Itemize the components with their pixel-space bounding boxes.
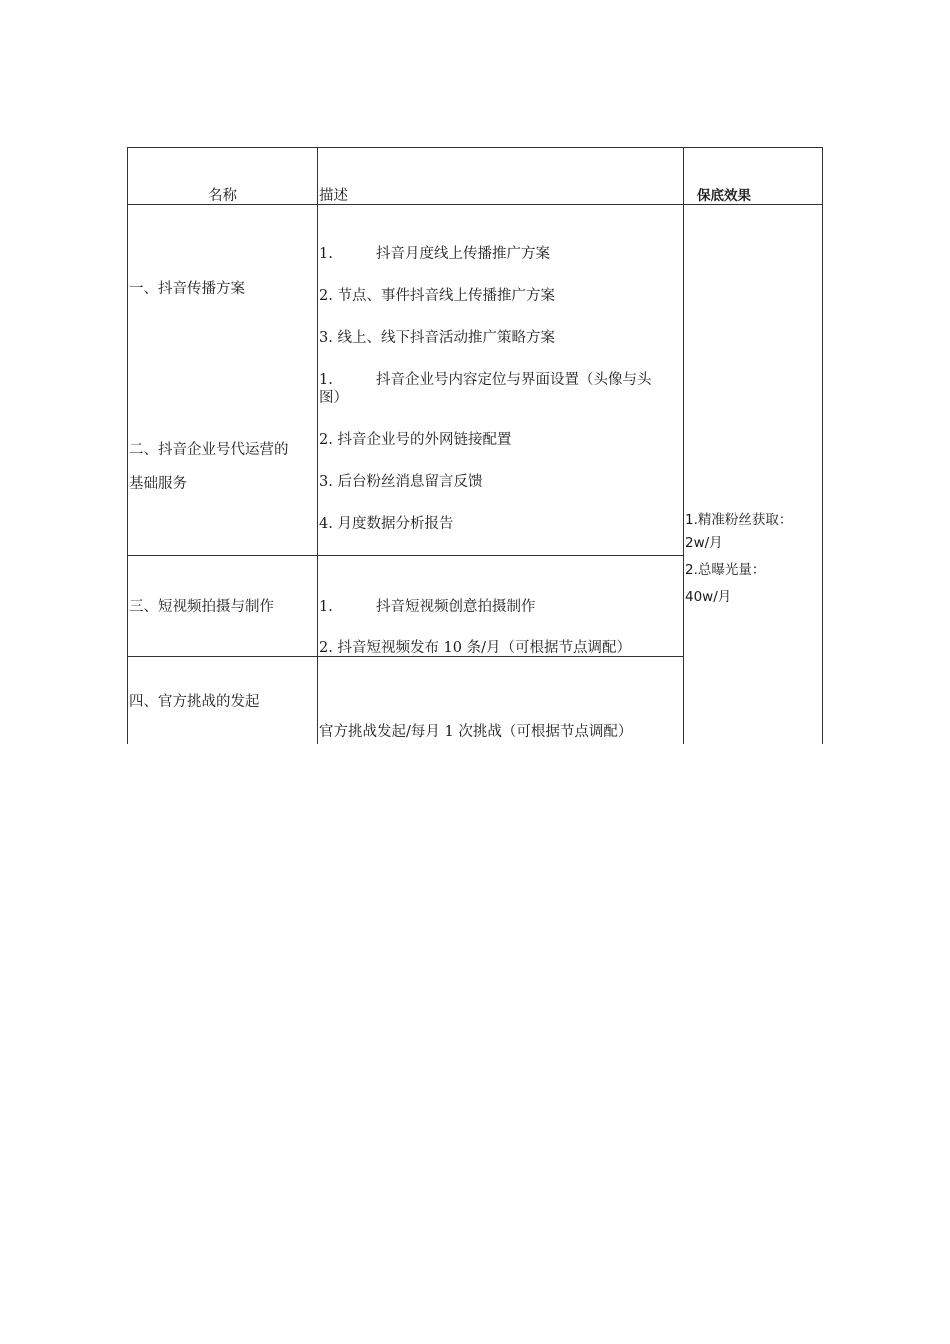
guarantee-line-3: 2.总曝光量： xyxy=(685,562,766,578)
table-left-border xyxy=(127,147,128,744)
row1-item1 xyxy=(319,245,550,263)
row1-item2: 2. 节点、事件抖音线上传播推广方案 xyxy=(319,288,555,304)
header-description: 描述 xyxy=(319,188,348,204)
row1-item3: 3. 线上、线下抖音活动推广策略方案 xyxy=(319,330,555,346)
column-divider-2 xyxy=(683,147,684,744)
row2-item2: 2. 抖音企业号的外网链接配置 xyxy=(319,432,512,448)
guarantee-line-1: 1.精准粉丝获取： xyxy=(685,512,793,528)
table-top-border xyxy=(127,147,822,148)
row3-item1-num: 1. xyxy=(319,599,333,615)
row2-item1-cont: 图） xyxy=(319,390,348,406)
row1-item1-num: 1. xyxy=(319,246,333,262)
row2-item4: 4. 月度数据分析报告 xyxy=(319,516,454,532)
row2-item1 xyxy=(319,371,652,389)
row2-item1-num: 1. xyxy=(319,372,333,388)
row3-item1 xyxy=(319,598,536,616)
table-right-border xyxy=(822,147,823,744)
row1-name: 一、抖音传播方案 xyxy=(129,281,245,297)
row2-name-line2: 基础服务 xyxy=(129,476,187,492)
row4-item1: 官方挑战发起/每月 1 次挑战（可根据节点调配） xyxy=(319,724,633,740)
row2-bottom-border xyxy=(127,555,683,556)
row2-item3: 3. 后台粉丝消息留言反馈 xyxy=(319,474,483,490)
row2-name-line1: 二、抖音企业号代运营的 xyxy=(129,442,289,458)
guarantee-line-2: 2w/月 xyxy=(685,535,723,551)
row4-name: 四、官方挑战的发起 xyxy=(129,694,260,710)
header-name: 名称 xyxy=(208,188,237,204)
row1-item1-text: 抖音月度线上传播推广方案 xyxy=(376,246,550,262)
row3-item1-text: 抖音短视频创意拍摄制作 xyxy=(376,599,536,615)
row3-item2: 2. 抖音短视频发布 10 条/月（可根据节点调配） xyxy=(319,640,631,656)
header-guarantee: 保底效果 xyxy=(697,188,751,204)
guarantee-line-4: 40w/月 xyxy=(685,589,732,605)
row3-name: 三、短视频拍摄与制作 xyxy=(129,599,274,615)
column-divider-1 xyxy=(317,147,318,744)
row2-item1-text: 抖音企业号内容定位与界面设置（头像与头 xyxy=(376,372,652,388)
